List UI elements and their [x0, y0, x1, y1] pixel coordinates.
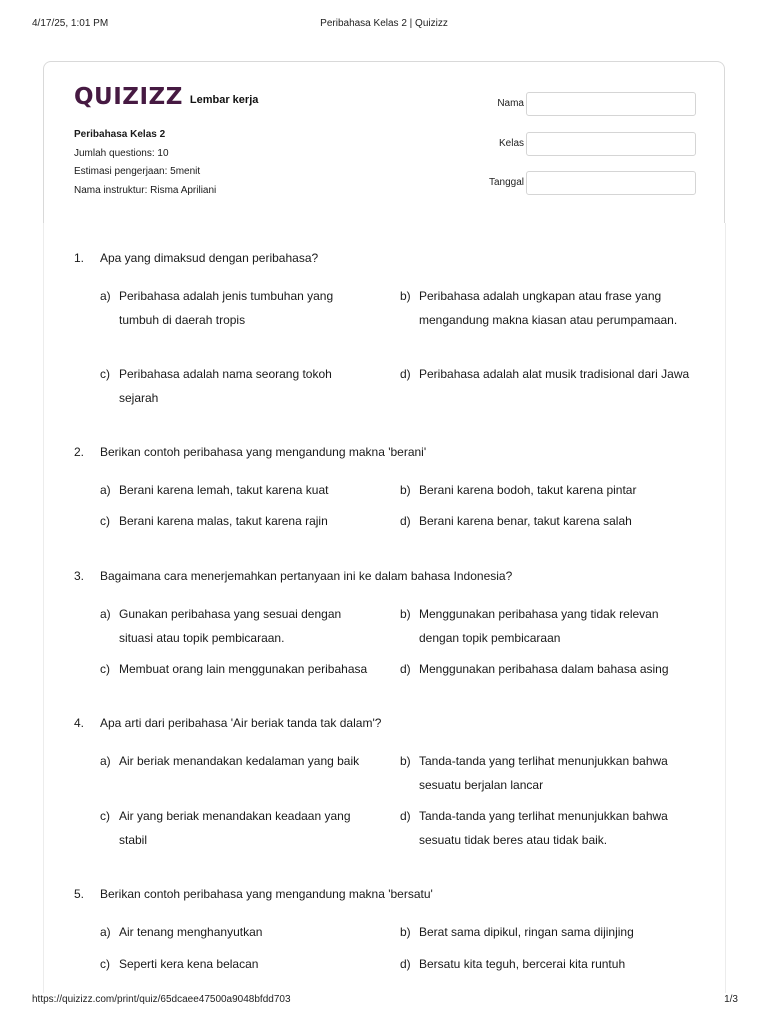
option-letter: a) — [100, 607, 111, 621]
class-input[interactable] — [526, 132, 696, 156]
question-text: Bagaimana cara menerjemahkan pertanyaan ini ke dalam bahasa Indonesia? — [100, 569, 513, 583]
logo-wordmark: QUIZIZZ — [74, 84, 183, 110]
option-letter: d) — [400, 809, 411, 823]
name-label: Nama — [497, 98, 524, 109]
question-number: 4. — [74, 716, 85, 730]
option-letter: c) — [100, 957, 110, 971]
class-label: Kelas — [498, 138, 524, 149]
quiz-meta — [74, 126, 216, 200]
option-text: Membuat orang lain menggunakan peribahasa — [119, 662, 368, 676]
name-input[interactable] — [526, 92, 696, 116]
worksheet-label: Lembar kerja — [189, 94, 259, 106]
option-text: Menggunakan peribahasa dalam bahasa asing — [419, 662, 669, 676]
print-title: Peribahasa Kelas 2 | Quizizz — [320, 18, 448, 29]
class-field — [464, 132, 696, 156]
option-letter: b) — [400, 483, 411, 497]
option-text: Peribahasa adalah nama seorang tokoh sejarah — [119, 367, 332, 405]
option-text: Tanda-tanda yang terlihat menunjukkan bahwa sesuatu berjalan lancar — [419, 754, 668, 792]
option-text: Air tenang menghanyutkan — [119, 925, 263, 939]
page-border-right — [725, 223, 726, 993]
question-number: 1. — [74, 251, 85, 265]
option-letter: c) — [100, 662, 110, 676]
option-text: Peribahasa adalah ungkapan atau frase yang mengandung makna kiasan atau perumpamaan. — [419, 289, 678, 327]
print-url[interactable]: https://quizizz.com/print/quiz/65dcaee47500a9048bfdd703 — [32, 994, 291, 1005]
option-letter: b) — [400, 925, 411, 939]
option-letter: b) — [400, 754, 411, 768]
option-text: Peribahasa adalah jenis tumbuhan yang tumbuh di daerah tropis — [119, 289, 334, 327]
question-count: Jumlah questions: 10 — [74, 147, 169, 159]
quiz-title: Peribahasa Kelas 2 — [74, 129, 166, 140]
question-text: Berikan contoh peribahasa yang mengandung makna 'bersatu' — [100, 887, 433, 901]
question-number: 2. — [74, 445, 85, 459]
question-text: Berikan contoh peribahasa yang mengandung makna 'berani' — [100, 445, 427, 459]
page-border-left — [43, 223, 44, 993]
option-letter: a) — [100, 289, 111, 303]
page-number: 1/3 — [724, 994, 738, 1005]
option-text: Tanda-tanda yang terlihat menunjukkan bahwa sesuatu tidak beres atau tidak baik. — [419, 809, 668, 847]
option-text: Berani karena lemah, takut karena kuat — [119, 483, 329, 497]
option-text: Seperti kera kena belacan — [119, 957, 259, 971]
option-letter: d) — [400, 367, 411, 381]
option-text: Berani karena bodoh, takut karena pintar — [419, 483, 637, 497]
option-text: Peribahasa adalah alat musik tradisional dari Jawa — [419, 367, 690, 381]
option-letter: c) — [100, 809, 110, 823]
question-text: Apa arti dari peribahasa 'Air beriak tanda tak dalam'? — [100, 716, 382, 730]
name-field — [464, 92, 696, 116]
option-letter: a) — [100, 483, 111, 497]
option-text: Gunakan peribahasa yang sesuai dengan situasi atau topik pembicaraan. — [119, 607, 342, 645]
date-input[interactable] — [526, 171, 696, 195]
option-letter: c) — [100, 514, 110, 528]
option-text: Berat sama dipikul, ringan sama dijinjing — [419, 925, 634, 939]
option-letter: b) — [400, 289, 411, 303]
option-letter: c) — [100, 367, 110, 381]
option-letter: a) — [100, 754, 111, 768]
worksheet-header — [43, 61, 725, 223]
question-number: 3. — [74, 569, 85, 583]
option-text: Bersatu kita teguh, bercerai kita runtuh — [419, 957, 626, 971]
option-letter: b) — [400, 607, 411, 621]
question-number: 5. — [74, 887, 85, 901]
date-field — [464, 171, 696, 195]
option-letter: a) — [100, 925, 111, 939]
print-datetime: 4/17/25, 1:01 PM — [32, 18, 109, 29]
option-letter: d) — [400, 957, 411, 971]
instructor-name: Nama instruktur: Risma Apriliani — [74, 184, 217, 196]
option-text: Menggunakan peribahasa yang tidak relevan dengan topik pembicaraan — [419, 607, 659, 645]
date-label: Tanggal — [488, 177, 524, 188]
option-text: Air yang beriak menandakan keadaan yang stabil — [119, 809, 351, 847]
question-text: Apa yang dimaksud dengan peribahasa? — [100, 251, 319, 265]
option-letter: d) — [400, 514, 411, 528]
estimated-duration: Estimasi pengerjaan: 5menit — [74, 166, 201, 177]
option-text: Berani karena benar, takut karena salah — [419, 514, 632, 528]
option-text: Air beriak menandakan kedalaman yang baik — [119, 754, 360, 768]
option-letter: d) — [400, 662, 411, 676]
quizizz-logo — [74, 85, 258, 109]
option-text: Berani karena malas, takut karena rajin — [119, 514, 328, 528]
